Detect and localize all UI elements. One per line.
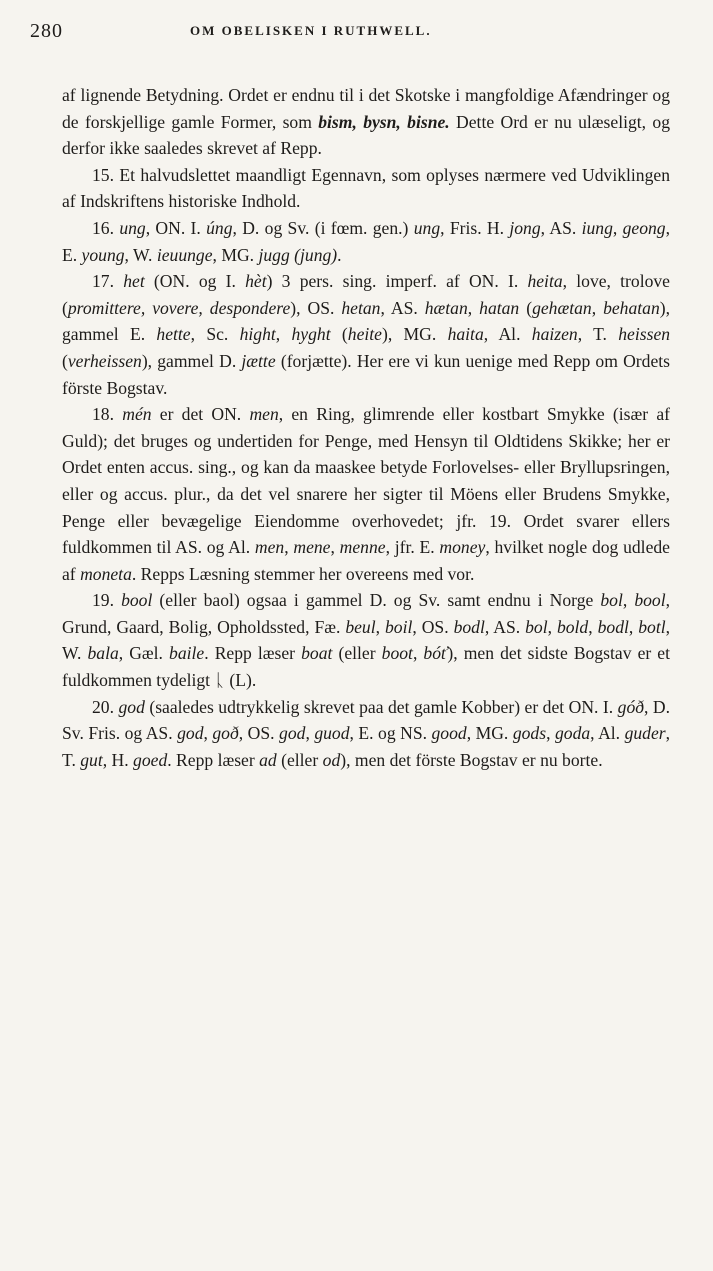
paragraph-17: 17. het (ON. og I. hèt) 3 pers. sing. imperf. af ON. I. heita, love, trolove (promittere, vovere, despondere), OS. hetan, AS. hætan, hatan (gehætan, behatan), gammel E. hette, Sc. hight, hyght (heite), MG. haita, Al. haizen, T. heissen (verheissen), gammel D. jætte (forjætte). Her ere vi kun uenige med Repp om Ordets förste Bogstav. <box>62 271 671 398</box>
paragraph-16: 16. ung, ON. I. úng, D. og Sv. (i fœm. gen.) ung, Fris. H. jong, AS. iung, geong, E. young, W. ieuunge, MG. jugg (jung). <box>62 217 670 265</box>
page-number: 280 <box>30 20 63 42</box>
paragraph-20: 20. god (saaledes udtrykkelig skrevet paa det gamle Kobber) er det ON. I. góð, D. Sv. Fris. og AS. god, goð, OS. god, guod, E. og NS. good, MG. gods, goda, Al. guder, T. gut, H. goed. Repp læser ad (eller od), men det förste Bogstav er nu borte. <box>62 696 671 770</box>
running-title: OM OBELISKEN I RUTHWELL. <box>190 23 432 38</box>
body-text <box>62 82 670 773</box>
paragraph-continuation: af lignende Betydning. Ordet er endnu til i det Skotske i mangfoldige Afændringer og de forskjellige gamle Former, som bism, bysn, bisne. Dette Ord er nu ulæseligt, og derfor ikke saaledes skrevet af Repp. <box>62 85 670 159</box>
paragraph-18: 18. mén er det ON. men, en Ring, glimrende eller kostbart Smykke (især af Guld); det bruges og undertiden for Penge, med Hensyn til Oldtidens Skikke; her er Ordet enten accus. sing., og kan da maaskee betyde Forlovelses- eller Bryllupsringen, eller og accus. plur., da det vel snarere her sigter til Möens eller Brudens Smykke, Penge eller bevægelige Eiendomme overhovedet; jfr. 19. Ordet svarer ellers fuldkommen til AS. og Al. men, mene, menne, jfr. E. money, hvilket nogle dog udlede af moneta. Repps Læsning stemmer her overeens med vor. <box>62 404 670 584</box>
paragraph-15: 15. Et halvudslettet maandligt Egennavn, som oplyses nærmere ved Udviklingen af Indskriftens historiske Indhold. <box>62 164 670 212</box>
paragraph-19: 19. bool (eller baol) ogsaa i gammel D. og Sv. samt endnu i Norge bol, bool, Grund, Gaard, Bolig, Opholdssted, Fæ. beul, boil, OS. bodl, AS. bol, bold, bodl, botl, W. bala, Gæl. baile. Repp læser boat (eller boot, bóť), men det sidste Bogstav er et fuldkommen tydeligt ᚳ (L). <box>62 590 671 691</box>
page-header <box>30 20 670 54</box>
